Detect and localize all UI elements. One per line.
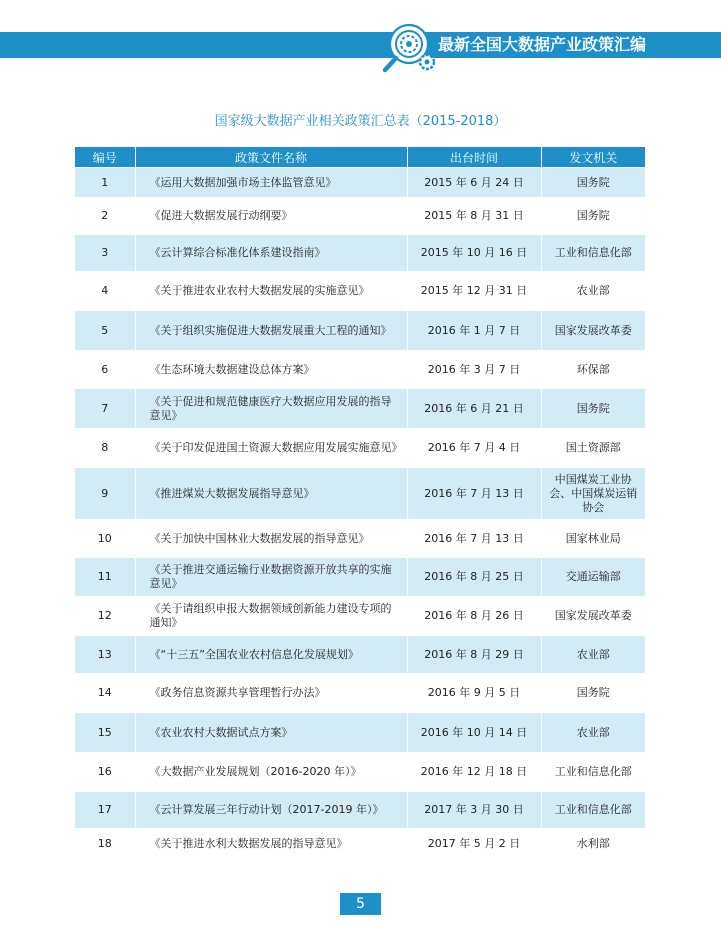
- cell-issuing-agency: 农业部: [541, 636, 645, 674]
- cell-policy-name: 《推进煤炭大数据发展指导意见》: [135, 468, 407, 520]
- cell-policy-name: 《云计算发展三年行动计划（2017-2019 年）》: [135, 792, 407, 829]
- table-row: [75, 468, 645, 520]
- cell-issue-date: 2015 年 10 月 16 日: [407, 235, 541, 272]
- cell-issue-date: 2016 年 6 月 21 日: [407, 389, 541, 429]
- cell-number: 13: [75, 636, 135, 674]
- table-row: [75, 429, 645, 468]
- cell-issuing-agency: 国家发展改革委: [554, 609, 632, 622]
- cell-policy-name: 《云计算综合标准化体系建设指南》: [135, 235, 407, 272]
- table-row: [75, 636, 645, 674]
- cell-number: 5: [75, 311, 135, 351]
- cell-issuing-agency: 中国煤炭工业协会、中国煤炭运销协会: [541, 468, 645, 520]
- cell-issue-date: 2017 年 5 月 2 日: [407, 829, 541, 859]
- table-row: [75, 674, 645, 713]
- cell-number: 15: [75, 713, 135, 753]
- table-body: [75, 168, 645, 859]
- cell-number: 8: [75, 429, 135, 468]
- cell-issuing-agency: 交通运输部: [541, 558, 645, 597]
- cell-issue-date: 2016 年 8 月 26 日: [407, 597, 541, 636]
- cell-number: 1: [75, 168, 135, 198]
- cell-issue-date: 2016 年 9 月 5 日: [407, 674, 541, 713]
- cell-issuing-agency: 工业和信息化部: [541, 792, 645, 829]
- cell-issuing-agency: 水利部: [576, 836, 610, 850]
- policy-table: [75, 147, 645, 859]
- cell-issue-date: 2016 年 8 月 25 日: [407, 558, 541, 597]
- cell-issue-date: 2016 年 8 月 29 日: [407, 636, 541, 674]
- cell-issuing-agency: 农业部: [541, 713, 645, 753]
- cell-issuing-agency: 环保部: [576, 362, 610, 376]
- cell-number: 7: [75, 389, 135, 429]
- cell-issuing-agency: 国务院: [576, 209, 610, 222]
- table-row: [75, 198, 645, 235]
- cell-issuing-agency: 农业部: [576, 284, 610, 297]
- cell-issue-date: 2015 年 8 月 31 日: [407, 198, 541, 235]
- cell-issue-date: 2015 年 6 月 24 日: [407, 168, 541, 198]
- cell-issuing-agency: 国土资源部: [565, 441, 621, 454]
- cell-number: 16: [75, 753, 135, 792]
- column-header-issue-date: 出台时间: [407, 147, 541, 168]
- cell-policy-name: 《关于印发促进国土资源大数据应用发展实施意见》: [135, 429, 407, 468]
- cell-number: 10: [75, 520, 135, 558]
- cell-issuing-agency: 国务院: [541, 168, 645, 198]
- cell-issue-date: 2016 年 10 月 14 日: [407, 713, 541, 753]
- table-row: [75, 351, 645, 389]
- cell-policy-name: 《政务信息资源共享管理暂行办法》: [135, 674, 407, 713]
- cell-number: 2: [75, 198, 135, 235]
- cell-policy-name: 《关于促进和规范健康医疗大数据应用发展的指导意见》: [135, 389, 407, 429]
- cell-issuing-agency: 国务院: [541, 389, 645, 429]
- table-row: [75, 272, 645, 311]
- cell-issuing-agency: 国务院: [576, 686, 610, 699]
- cell-policy-name: 《农业农村大数据试点方案》: [135, 713, 407, 753]
- cell-issuing-agency: 工业和信息化部: [554, 765, 632, 778]
- cell-policy-name: 《运用大数据加强市场主体监管意见》: [135, 168, 407, 198]
- table-row: [75, 520, 645, 558]
- table-row: [75, 389, 645, 429]
- cell-issuing-agency: 工业和信息化部: [541, 235, 645, 272]
- cell-number: 12: [75, 597, 135, 636]
- magnifier-gear-icon: [380, 20, 438, 76]
- cell-issuing-agency: 国家林业局: [565, 531, 621, 545]
- cell-policy-name: 《促进大数据发展行动纲要》: [135, 198, 407, 235]
- column-header-number: 编号: [75, 147, 135, 168]
- cell-issue-date: 2016 年 7 月 13 日: [407, 468, 541, 520]
- cell-issue-date: 2016 年 3 月 7 日: [407, 351, 541, 389]
- cell-issue-date: 2016 年 7 月 13 日: [407, 520, 541, 558]
- cell-policy-name: 《“十三五”全国农业农村信息化发展规划》: [135, 636, 407, 674]
- cell-number: 17: [75, 792, 135, 829]
- cell-number: 9: [75, 468, 135, 520]
- cell-policy-name: 《关于推进交通运输行业数据资源开放共享的实施意见》: [135, 558, 407, 597]
- table-row: [75, 235, 645, 272]
- cell-issue-date: 2017 年 3 月 30 日: [407, 792, 541, 829]
- cell-issue-date: 2016 年 12 月 18 日: [407, 753, 541, 792]
- table-row: [75, 311, 645, 351]
- cell-number: 4: [75, 272, 135, 311]
- cell-number: 18: [75, 829, 135, 859]
- cell-number: 11: [75, 558, 135, 597]
- header-title: 最新全国大数据产业政策汇编: [438, 35, 647, 54]
- cell-issue-date: 2016 年 7 月 4 日: [407, 429, 541, 468]
- table-row: [75, 829, 645, 859]
- cell-issue-date: 2015 年 12 月 31 日: [407, 272, 541, 311]
- cell-policy-name: 《生态环境大数据建设总体方案》: [135, 351, 407, 389]
- cell-policy-name: 《大数据产业发展规划（2016-2020 年）》: [135, 753, 407, 792]
- table-row: [75, 753, 645, 792]
- table-row: [75, 558, 645, 597]
- document-title: 国家级大数据产业相关政策汇总表（2015-2018）: [214, 114, 507, 129]
- table-header-row: [75, 147, 645, 168]
- cell-number: 3: [75, 235, 135, 272]
- column-header-issuing-agency: 发文机关: [541, 147, 645, 168]
- cell-policy-name: 《关于组织实施促进大数据发展重大工程的通知》: [135, 311, 407, 351]
- cell-issuing-agency: 国家发展改革委: [541, 311, 645, 351]
- cell-number: 6: [75, 351, 135, 389]
- table-row: [75, 792, 645, 829]
- table-row: [75, 713, 645, 753]
- cell-issue-date: 2016 年 1 月 7 日: [407, 311, 541, 351]
- table-row: [75, 597, 645, 636]
- page-number: 5: [340, 893, 381, 915]
- cell-policy-name: 《关于加快中国林业大数据发展的指导意见》: [135, 520, 407, 558]
- cell-policy-name: 《关于请组织申报大数据领域创新能力建设专项的通知》: [135, 597, 407, 636]
- cell-number: 14: [75, 674, 135, 713]
- cell-policy-name: 《关于推进农业农村大数据发展的实施意见》: [135, 272, 407, 311]
- column-header-policy-name: 政策文件名称: [135, 147, 407, 168]
- cell-policy-name: 《关于推进水利大数据发展的指导意见》: [135, 829, 407, 859]
- table-row: [75, 168, 645, 198]
